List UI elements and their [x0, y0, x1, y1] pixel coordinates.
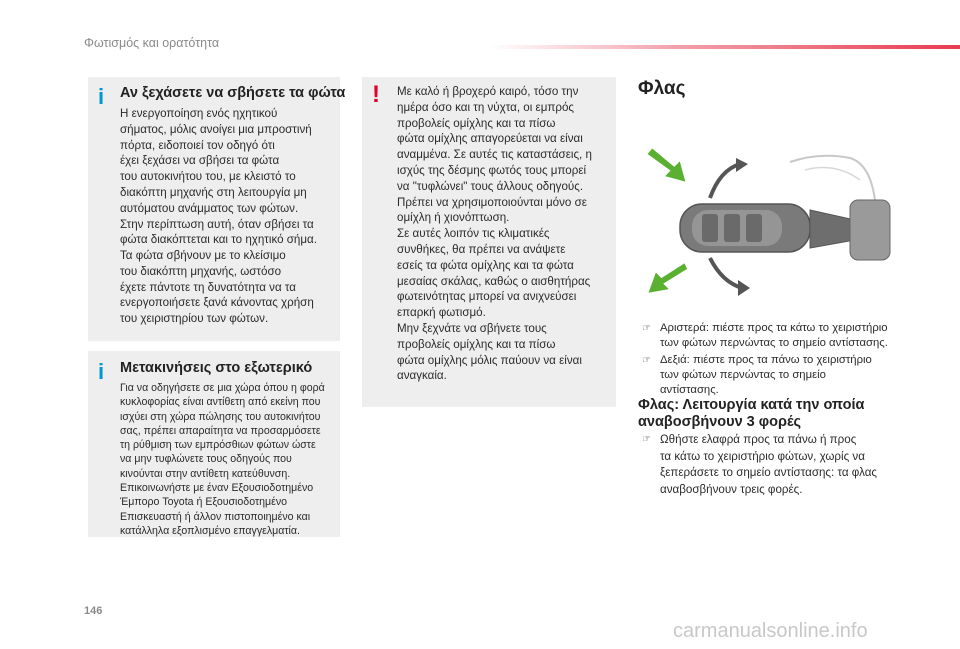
- list-item: ☞ Δεξιά: πιέστε προς τα πάνω το χειριστήριο των φώτων περνώντας το σημείο αντίστασης.: [642, 354, 872, 396]
- warning-icon: !: [372, 81, 380, 108]
- page-header-title: Φωτισμός και ορατότητα: [84, 36, 220, 50]
- forgot-lights-text-2: Τα φώτα σβήνουν με το κλείσιμο του διακόπτη μηχανής, ωστόσο έχετε πάντοτε τη δυνατότητα να τα ενεργοποιήσετε ξανά κάνοντας χρήση του χειριστηρίου των φώτων.: [120, 249, 314, 326]
- fog-lights-warning-text: Με καλό ή βροχερό καιρό, τόσο την ημέρα όσο και τη νύχτα, οι εμπρός προβολείς ομίχλης και τα πίσω φώτα ομίχλης απαγορεύεται να είναι αναμμένα. Σε αυτές τις καταστάσεις, η ισχύς της δέσμης φωτός τους μπορεί να "τυφλώνει" τους άλλους οδηγούς. Πρέπει να χρησιμοποιούνται μόνο σε ομίχλη ή χιονόπτωση. Σε αυτές λοιπόν τις κλιματικές συνθήκες, θα πρέπει να ανάψετε εσείς τα φώτα ομίχλης και τα φώτα μεσαίας σκάλας, καθώς ο αισθητήρας φωτεινότητας μπορεί να ανιχνεύσει επαρκή φωτισμό. Μην ξεχνάτε να σβήνετε τους προβολείς ομίχλης και τα πίσω φώτα ομίχλης μόλις παύουν να είναι αναγκαία.: [397, 85, 592, 383]
- header-accent-bar: [490, 45, 960, 49]
- forgot-lights-text-1: Η ενεργοποίηση ενός ηχητικού σήματος, μόλις ανοίγει μια μπροστινή πόρτα, ειδοποιεί τον οδηγό ότι έχει ξεχάσει να σβήσει τα φώτα του αυτοκινήτου του, με κλειστό το διακόπτη μηχανής στη λειτουργία μη αυτόματου ανάμματος των φώτων. Στην περίπτωση αυτή, όταν σβήσει τα φώτα διακόπτεται και το ηχητικό σήμα.: [120, 107, 317, 247]
- travel-abroad-text: Για να οδηγήσετε σε μια χώρα όπου η φορά κυκλοφορίας είναι αντίθετη από εκείνη που ισχύει στη χώρα πώλησης του αυτοκινήτου σας, πρέπει απαραίτητα να προσαρμόσετε τη ρύθμιση των εμπρόσθιων φώτων ώστε να μην τυφλώνετε τους οδηγούς που κινούνται στην αντίθετη κατεύθυνση. Επικοινωνήστε με έναν Εξουσιοδοτημένο Έμπορο Toyota ή Εξουσιοδοτημένο Επισκευαστή ή άλλον πιστοποιημένο και κατάλληλα εξοπλισμένο επαγγελματία.: [120, 382, 325, 537]
- flash-three-times-title: Φλας: Λειτουργία κατά την οποία αναβοσβήνουν 3 φορές: [638, 397, 865, 430]
- watermark: carmanualsonline.info: [673, 620, 868, 642]
- flash-section-title: Φλας: [638, 78, 686, 99]
- bullet-icon: ☞: [642, 434, 651, 445]
- arrow-right-icon: [643, 143, 689, 189]
- travel-abroad-title: Μετακινήσεις στο εξωτερικό: [120, 360, 313, 376]
- info-icon: i: [98, 84, 105, 109]
- list-item: ☞ Ωθήστε ελαφρά προς τα πάνω ή προς τα κάτω το χειριστήριο φώτων, χωρίς να ξεπεράσετε το σημείο αντίστασης: τα φλας αναβοσβήνουν τρεις φορές.: [642, 433, 878, 496]
- bullet-icon: ☞: [642, 355, 651, 366]
- arrow-left-icon: [643, 256, 689, 302]
- info-icon: i: [98, 359, 105, 384]
- page-number: 146: [84, 605, 103, 617]
- flash-three-times-list: [642, 432, 942, 500]
- forgot-lights-title: Αν ξεχάσετε να σβήσετε τα φώτα: [120, 85, 346, 101]
- flash-instructions-list: [642, 321, 942, 400]
- bullet-icon: ☞: [642, 323, 651, 334]
- list-item: ☞ Αριστερά: πιέστε προς τα κάτω το χειριστήριο των φώτων περνώντας το σημείο αντίστασης.: [642, 322, 888, 349]
